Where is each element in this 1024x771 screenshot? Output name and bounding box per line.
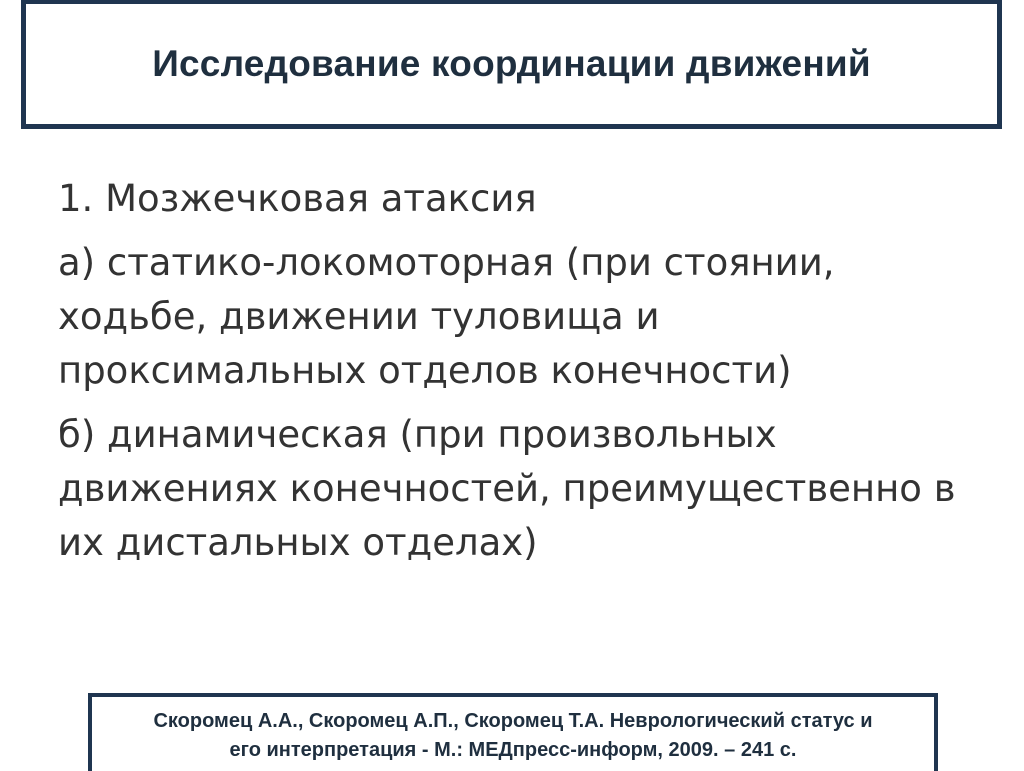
slide-title: Исследование координации движений — [152, 43, 871, 84]
reference-line-1: Скоромец А.А., Скоромец А.П., Скоромец Т.А. Неврологический статус и — [153, 710, 873, 732]
list-item-heading: 1. Мозжечковая атаксия — [58, 177, 537, 220]
reference-line-2: его интерпретация - М.: МЕДпресс-информ, 2009. – 241 с. — [229, 739, 797, 761]
list-item-dynamic: б) динамическая (при произвольных движениях конечностей, преимущественно в их дистальных отделах) — [58, 413, 956, 564]
list-item-static-locomotor: а) статико-локомоторная (при стоянии, ходьбе, движении туловища и проксимальных отделов конечности) — [58, 241, 835, 392]
content-list — [58, 172, 978, 580]
title-box — [21, 0, 1002, 129]
reference-box — [88, 693, 938, 771]
reference-text — [153, 703, 872, 765]
